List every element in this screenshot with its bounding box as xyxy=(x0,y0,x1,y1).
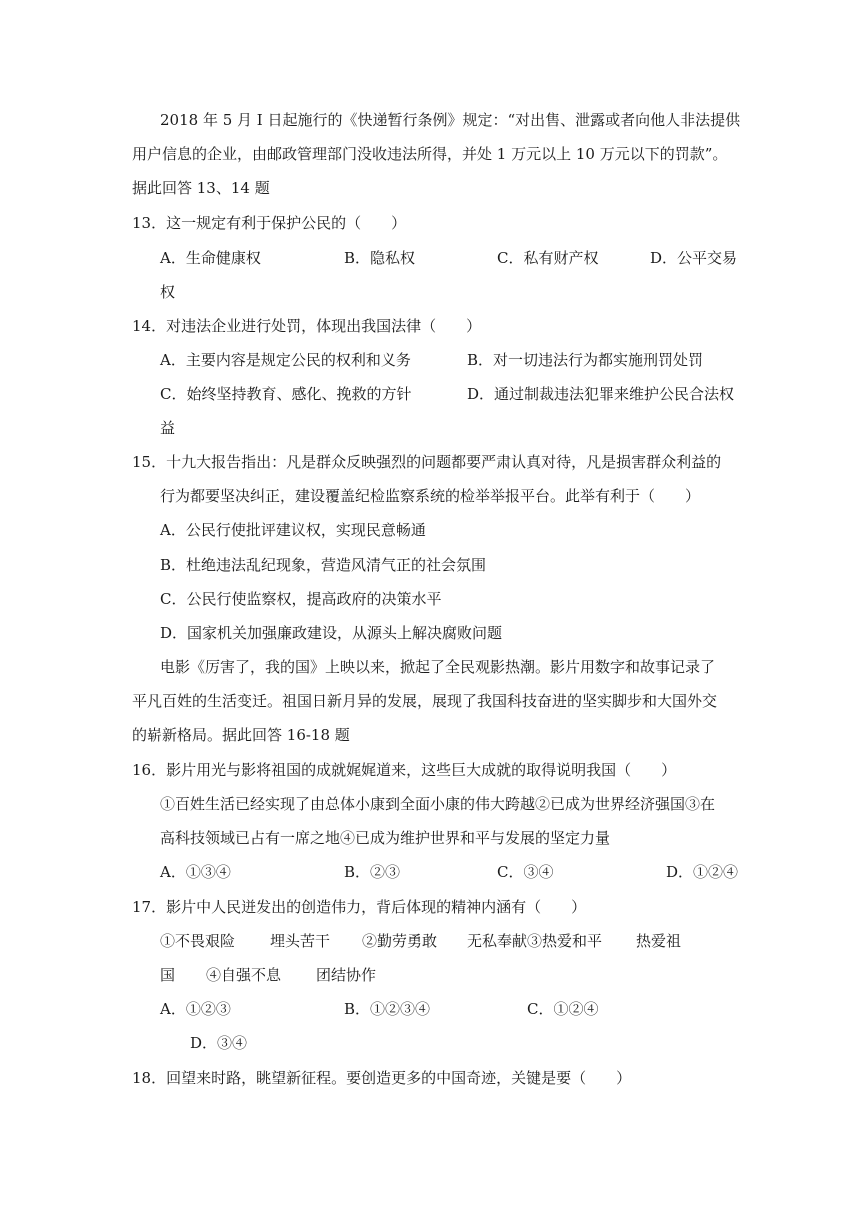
question-17-stem: 17．影片中人民迸发出的创造伟力，背后体现的精神内涵有（ ） xyxy=(132,898,587,916)
question-17-item-8: 团结协作 xyxy=(316,966,377,984)
question-17-item-7: ④自强不息 xyxy=(206,966,282,984)
question-18-stem: 18．回望来时路，眺望新征程。要创造更多的中国奇迹，关键是要（ ） xyxy=(132,1069,632,1087)
question-17-item-4: 无私奉献③热爱和平 xyxy=(467,932,603,950)
question-15-stem-line-2: 行为都要坚决纠正，建设覆盖纪检监察系统的检举举报平台。此举有利于（ ） xyxy=(160,487,701,505)
question-17-item-2: 埋头苦干 xyxy=(270,932,331,950)
question-16-option-d: D．①②④ xyxy=(666,863,739,881)
question-17-item-1: ①不畏艰险 xyxy=(160,932,236,950)
question-17-item-3: ②勤劳勇敢 xyxy=(362,932,438,950)
question-16-option-b: B．②③ xyxy=(344,863,401,881)
passage-2-line-2: 平凡百姓的生活变迁。祖国日新月异的发展，展现了我国科技奋进的坚实脚步和大国外交 xyxy=(132,692,718,710)
question-13-option-c: C．私有财产权 xyxy=(497,249,599,267)
question-13-option-a: A．生命健康权 xyxy=(160,249,261,267)
question-15-option-c: C．公民行使监察权，提高政府的决策水平 xyxy=(160,590,442,608)
question-14-stem: 14．对违法企业进行处罚，体现出我国法律（ ） xyxy=(132,317,482,335)
passage-1-line-2: 用户信息的企业，由邮政管理部门没收违法所得，并处 1 万元以上 10 万元以下的罚款”。 xyxy=(132,145,728,163)
question-17-option-a: A．①②③ xyxy=(160,1000,231,1018)
question-14-option-d-cont: 益 xyxy=(160,419,176,437)
question-15-option-d: D．国家机关加强廉政建设，从源头上解决腐败问题 xyxy=(160,624,503,642)
question-17-option-c: C．①②④ xyxy=(527,1000,599,1018)
question-15-stem-line-1: 15．十九大报告指出：凡是群众反映强烈的问题都要严肃认真对待，凡是损害群众利益的 xyxy=(132,453,722,471)
passage-2-line-3: 的崭新格局。据此回答 16-18 题 xyxy=(132,726,350,744)
question-13-stem: 13．这一规定有利于保护公民的（ ） xyxy=(132,214,407,232)
question-16-items-line-1: ①百姓生活已经实现了由总体小康到全面小康的伟大跨越②已成为世界经济强国③在 xyxy=(160,795,716,813)
question-13-option-d-cont: 权 xyxy=(160,283,176,301)
question-13-option-d: D．公平交易 xyxy=(650,249,738,267)
question-14-option-d: D．通过制裁违法犯罪来维护公民合法权 xyxy=(467,385,735,403)
question-17-item-6: 国 xyxy=(160,966,176,984)
passage-2-line-1: 电影《厉害了，我的国》上映以来，掀起了全民观影热潮。影片用数字和故事记录了 xyxy=(160,658,716,676)
question-14-option-c: C．始终坚持教育、感化、挽救的方针 xyxy=(160,385,412,403)
question-16-stem: 16．影片用光与影将祖国的成就娓娓道来，这些巨大成就的取得说明我国（ ） xyxy=(132,761,677,779)
question-16-items-line-2: 高科技领域已占有一席之地④已成为维护世界和平与发展的坚定力量 xyxy=(160,829,611,847)
question-13-option-b: B．隐私权 xyxy=(344,249,416,267)
question-17-item-5: 热爱祖 xyxy=(636,932,682,950)
question-14-option-b: B．对一切违法行为都实施刑罚处罚 xyxy=(467,351,704,369)
question-15-option-a: A．公民行使批评建议权，实现民意畅通 xyxy=(160,521,426,539)
passage-1-line-1: 2018 年 5 月 I 日起施行的《快递暂行条例》规定：“对出售、泄露或者向他人非法提供 xyxy=(160,111,741,129)
question-16-option-a: A．①③④ xyxy=(160,863,231,881)
question-17-option-d: D．③④ xyxy=(190,1034,248,1052)
question-16-option-c: C．③④ xyxy=(497,863,554,881)
question-17-option-b: B．①②③④ xyxy=(344,1000,431,1018)
question-15-option-b: B．杜绝违法乱纪现象，营造风清气正的社会氛围 xyxy=(160,556,487,574)
passage-1-line-3: 据此回答 13、14 题 xyxy=(132,179,270,197)
question-14-option-a: A．主要内容是规定公民的权利和义务 xyxy=(160,351,411,369)
